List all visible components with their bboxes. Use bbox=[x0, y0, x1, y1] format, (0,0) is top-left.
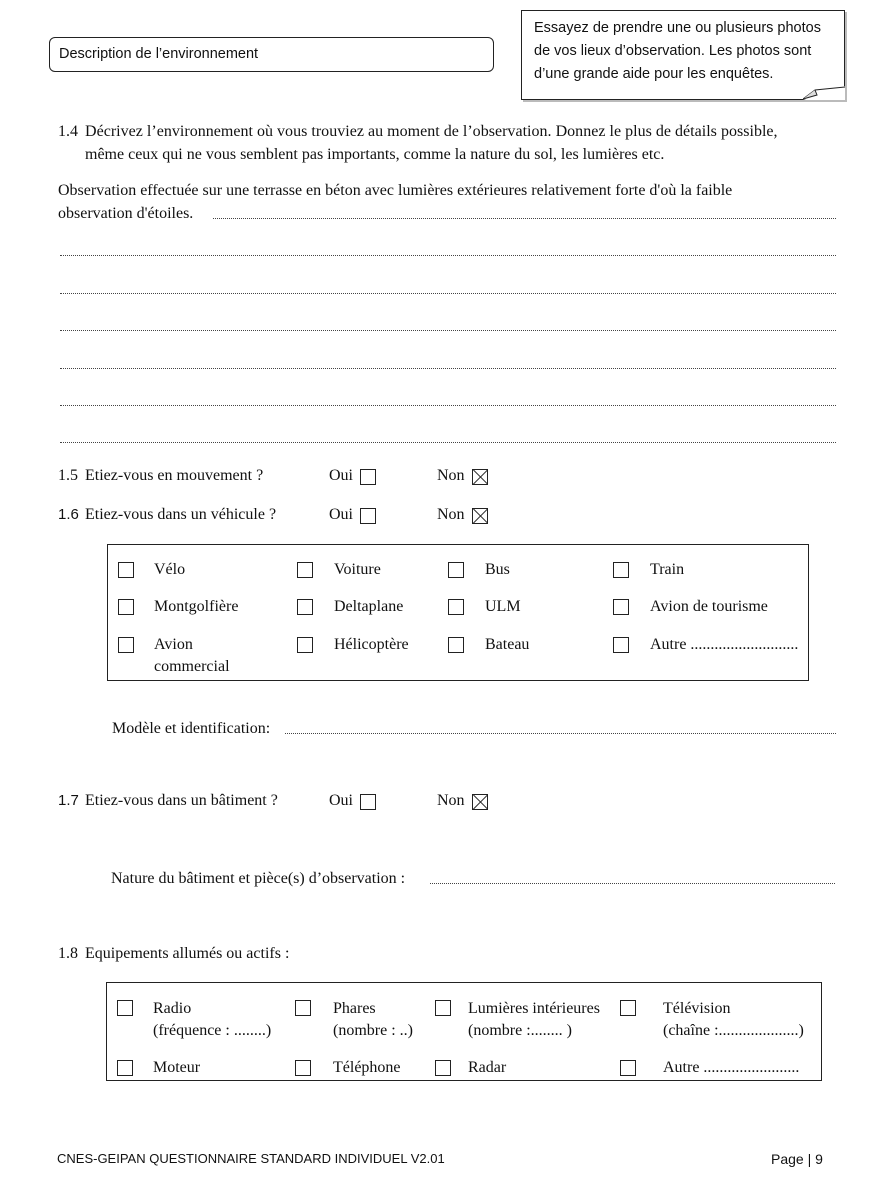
q18-question: Equipements allumés ou actifs : bbox=[85, 945, 290, 962]
q18-number: 1.8 bbox=[58, 945, 78, 962]
vehicle-bus-label: Bus bbox=[485, 561, 510, 578]
equipment-options-table bbox=[106, 982, 822, 1081]
answer-dotted-line[interactable] bbox=[60, 368, 836, 369]
equip-lumieres-label: Lumières intérieures bbox=[468, 1000, 600, 1017]
vehicle-bateau-checkbox[interactable] bbox=[448, 637, 464, 653]
building-nature-field[interactable] bbox=[430, 883, 835, 884]
q17-question: Etiez-vous dans un bâtiment ? bbox=[85, 792, 278, 809]
vehicle-ulm-label: ULM bbox=[485, 598, 521, 615]
vehicle-train-checkbox[interactable] bbox=[613, 562, 629, 578]
equip-lumieres-checkbox[interactable] bbox=[435, 1000, 451, 1016]
q17-yes-checkbox[interactable] bbox=[360, 794, 376, 810]
footer-page-number: Page | 9 bbox=[771, 1151, 823, 1167]
vehicle-bus-checkbox[interactable] bbox=[448, 562, 464, 578]
vehicle-velo-checkbox[interactable] bbox=[118, 562, 134, 578]
section-title-box bbox=[49, 37, 494, 72]
page-curl-icon bbox=[803, 86, 845, 100]
section-title: Description de l’environnement bbox=[59, 46, 259, 62]
equip-phares-label: Phares bbox=[333, 1000, 376, 1017]
equip-television-checkbox[interactable] bbox=[620, 1000, 636, 1016]
answer-dotted-line[interactable] bbox=[60, 330, 836, 331]
q14-number: 1.4 bbox=[58, 123, 78, 140]
vehicle-avion-commercial-label: Avion bbox=[154, 636, 193, 653]
vehicle-helicoptere-checkbox[interactable] bbox=[297, 637, 313, 653]
vehicle-avion-commercial-checkbox[interactable] bbox=[118, 637, 134, 653]
equip-moteur-label: Moteur bbox=[153, 1059, 201, 1076]
equip-lumieres-count[interactable]: (nombre :........ ) bbox=[468, 1022, 572, 1039]
equip-telephone-label: Téléphone bbox=[333, 1059, 401, 1076]
model-identification-field[interactable] bbox=[285, 733, 836, 734]
vehicle-autre-checkbox[interactable] bbox=[613, 637, 629, 653]
vehicle-voiture-checkbox[interactable] bbox=[297, 562, 313, 578]
vehicle-voiture-label: Voiture bbox=[334, 561, 381, 578]
vehicle-helicoptere-label: Hélicoptère bbox=[334, 636, 409, 653]
equip-autre-label[interactable]: Autre ........................ bbox=[663, 1059, 800, 1076]
q15-number: 1.5 bbox=[58, 467, 78, 484]
vehicle-ulm-checkbox[interactable] bbox=[448, 599, 464, 615]
q17-no-label: Non bbox=[437, 792, 465, 809]
q16-no-label: Non bbox=[437, 506, 465, 523]
q15-no-label: Non bbox=[437, 467, 465, 484]
photo-tip-text: Essayez de prendre une ou plusieurs photos de vos lieux d’observation. Les photos sont d’une grande aide pour les enquêtes. bbox=[534, 20, 821, 82]
vehicle-avion-tourisme-checkbox[interactable] bbox=[613, 599, 629, 615]
answer-dotted-line[interactable] bbox=[60, 442, 836, 443]
equip-telephone-checkbox[interactable] bbox=[295, 1060, 311, 1076]
vehicle-montgolfiere-label: Montgolfière bbox=[154, 598, 239, 615]
equip-phares-count[interactable]: (nombre : ..) bbox=[333, 1022, 413, 1039]
vehicle-deltaplane-checkbox[interactable] bbox=[297, 599, 313, 615]
answer-dotted-line[interactable] bbox=[60, 405, 836, 406]
answer-dotted-line[interactable] bbox=[60, 293, 836, 294]
vehicle-autre-label[interactable]: Autre ........................... bbox=[650, 636, 799, 653]
equip-moteur-checkbox[interactable] bbox=[117, 1060, 133, 1076]
photo-tip-note bbox=[521, 10, 845, 100]
q17-yes-label: Oui bbox=[329, 792, 353, 809]
q14-answer-line2[interactable]: observation d'étoiles. bbox=[58, 205, 194, 222]
model-identification-label: Modèle et identification: bbox=[112, 720, 271, 737]
q15-yes-label: Oui bbox=[329, 467, 353, 484]
building-nature-label: Nature du bâtiment et pièce(s) d’observation : bbox=[111, 870, 406, 887]
q16-number: 1.6 bbox=[58, 506, 79, 523]
q14-answer-line1[interactable]: Observation effectuée sur une terrasse en béton avec lumières extérieures relativement forte d'où la faible bbox=[58, 182, 733, 199]
vehicle-bateau-label: Bateau bbox=[485, 636, 530, 653]
equip-radar-label: Radar bbox=[468, 1059, 507, 1076]
q14-question-line1: Décrivez l’environnement où vous trouviez au moment de l’observation. Donnez le plus de détails possible, bbox=[85, 123, 778, 140]
q15-yes-checkbox[interactable] bbox=[360, 469, 376, 485]
equip-radio-frequency[interactable]: (fréquence : ........) bbox=[153, 1022, 272, 1039]
q15-question: Etiez-vous en mouvement ? bbox=[85, 467, 264, 484]
equip-phares-checkbox[interactable] bbox=[295, 1000, 311, 1016]
vehicle-deltaplane-label: Deltaplane bbox=[334, 598, 404, 615]
vehicle-train-label: Train bbox=[650, 561, 685, 578]
q16-yes-label: Oui bbox=[329, 506, 353, 523]
q16-yes-checkbox[interactable] bbox=[360, 508, 376, 524]
equip-television-label: Télévision bbox=[663, 1000, 731, 1017]
vehicle-avion-tourisme-label: Avion de tourisme bbox=[650, 598, 768, 615]
q14-question-line2: même ceux qui ne vous semblent pas importants, comme la nature du sol, les lumières etc. bbox=[85, 146, 665, 163]
vehicle-avion-commercial-label-line2: commercial bbox=[154, 658, 230, 675]
q17-no-checkbox[interactable] bbox=[472, 794, 488, 810]
q15-no-checkbox[interactable] bbox=[472, 469, 488, 485]
equip-radar-checkbox[interactable] bbox=[435, 1060, 451, 1076]
equip-radio-checkbox[interactable] bbox=[117, 1000, 133, 1016]
q17-number: 1.7 bbox=[58, 792, 79, 809]
equip-radio-label: Radio bbox=[153, 1000, 192, 1017]
answer-dotted-line[interactable] bbox=[60, 255, 836, 256]
q16-no-checkbox[interactable] bbox=[472, 508, 488, 524]
answer-dotted-line bbox=[213, 218, 836, 219]
q16-question: Etiez-vous dans un véhicule ? bbox=[85, 506, 277, 523]
vehicle-velo-label: Vélo bbox=[154, 561, 186, 578]
vehicle-options-table bbox=[107, 544, 809, 681]
footer-document-id: CNES-GEIPAN QUESTIONNAIRE STANDARD INDIVIDUEL V2.01 bbox=[57, 1151, 445, 1166]
vehicle-montgolfiere-checkbox[interactable] bbox=[118, 599, 134, 615]
equip-autre-checkbox[interactable] bbox=[620, 1060, 636, 1076]
equip-television-channel[interactable]: (chaîne :....................) bbox=[663, 1022, 804, 1039]
